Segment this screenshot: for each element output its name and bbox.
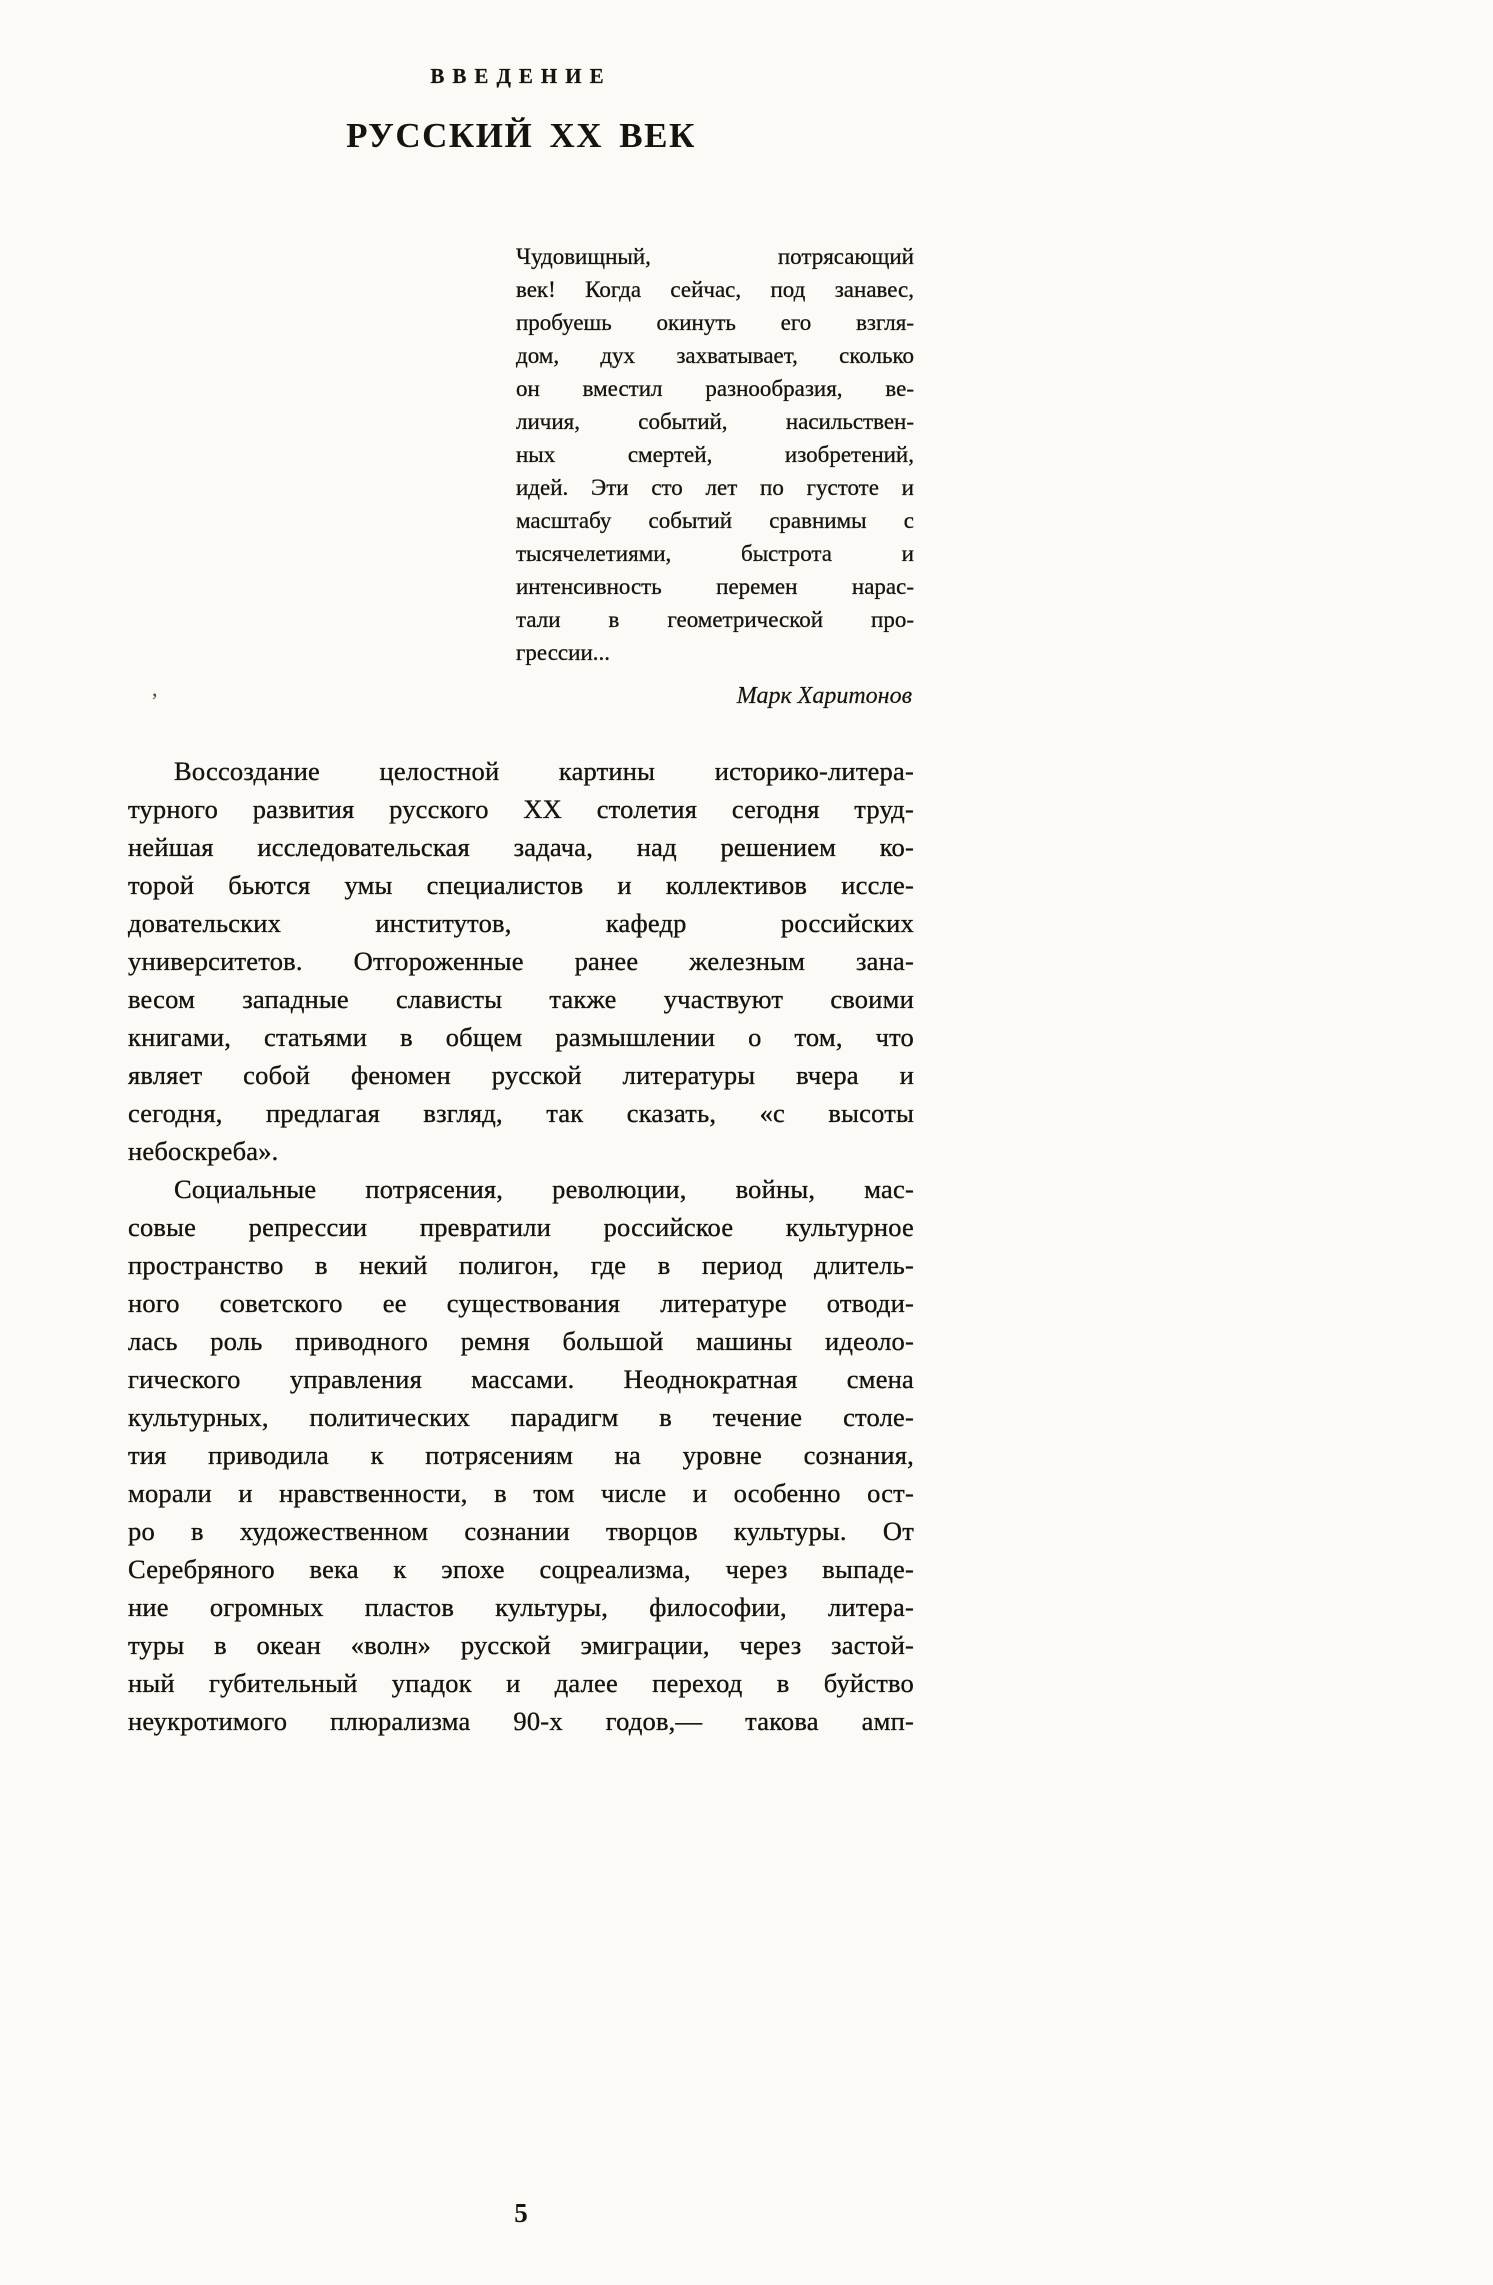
body-line: Воссоздание целостной картины историко-литера-: [174, 756, 914, 786]
epigraph-line: личия, событий, насильствен-: [516, 409, 914, 434]
body-line: Социальные потрясения, революции, войны, мас-: [174, 1174, 914, 1204]
epigraph-text: [516, 240, 914, 669]
epigraph: [516, 240, 914, 710]
body-line: турного развития русского XX столетия сегодня труд-: [128, 794, 914, 824]
body-line: Серебряного века к эпохе соцреализма, через выпаде-: [128, 1554, 914, 1584]
body-line: сегодня, предлагая взгляд, так сказать, «с высоты: [128, 1098, 914, 1128]
body-line: пространство в некий полигон, где в период длитель-: [128, 1250, 914, 1280]
epigraph-line: пробуешь окинуть его взгля-: [516, 310, 914, 335]
body-line: туры в океан «волн» русской эмиграции, через застой-: [128, 1630, 914, 1660]
epigraph-line: масштабу событий сравнимы с: [516, 508, 914, 533]
body-line: ние огромных пластов культуры, философии, литера-: [128, 1592, 914, 1622]
scan-artifact-mark: ,: [152, 676, 158, 701]
body-line: весом западные слависты также участвуют своими: [128, 984, 914, 1014]
body-line: небоскреба».: [128, 1136, 279, 1166]
body-line: гического управления массами. Неоднократная смена: [128, 1364, 914, 1394]
body-line: университетов. Отгороженные ранее железным зана-: [128, 946, 914, 976]
body-line: торой бьются умы специалистов и коллективов иссле-: [128, 870, 914, 900]
chapter-title: РУССКИЙ XX ВЕК: [346, 116, 696, 155]
epigraph-line: дом, дух захватывает, сколько: [516, 343, 914, 368]
body-line: нейшая исследовательская задача, над решением ко-: [128, 832, 914, 862]
body-line: тия приводила к потрясениям на уровне сознания,: [128, 1440, 914, 1470]
epigraph-line: он вместил разнообразия, ве-: [516, 376, 914, 401]
epigraph-line: интенсивность перемен нарас-: [516, 574, 914, 599]
body-line: являет собой феномен русской литературы вчера и: [128, 1060, 914, 1090]
epigraph-line: тали в геометрической про-: [516, 607, 914, 632]
body-line: ный губительный упадок и далее переход в буйство: [128, 1668, 914, 1698]
section-heading: ВВЕДЕНИЕ: [430, 64, 612, 88]
body-line: совые репрессии превратили российское культурное: [128, 1212, 914, 1242]
body-line: культурных, политических парадигм в течение столе-: [128, 1402, 914, 1432]
epigraph-line: грессии...: [516, 640, 610, 665]
body-paragraph: [128, 752, 914, 1170]
epigraph-line: идей. Эти сто лет по густоте и: [516, 475, 914, 500]
epigraph-line: Чудовищный, потрясающий: [516, 244, 914, 269]
epigraph-line: тысячелетиями, быстрота и: [516, 541, 914, 566]
body-line: довательских институтов, кафедр российских: [128, 908, 914, 938]
text-column: [128, 0, 914, 2285]
body-line: лась роль приводного ремня большой машины идеоло-: [128, 1326, 914, 1356]
body-line: книгами, статьями в общем размышлении о том, что: [128, 1022, 914, 1052]
epigraph-line: ных смертей, изобретений,: [516, 442, 914, 467]
body-line: морали и нравственности, в том числе и особенно ост-: [128, 1478, 914, 1508]
body-line: неукротимого плюрализма 90-х годов,— такова амп-: [128, 1706, 914, 1736]
page-number: 5: [514, 2198, 528, 2228]
epigraph-attribution: Марк Харитонов: [736, 683, 912, 709]
body-line: ного советского ее существования литературе отводи-: [128, 1288, 914, 1318]
epigraph-line: век! Когда сейчас, под занавес,: [516, 277, 914, 302]
body-paragraph: [128, 1170, 914, 1740]
body-line: ро в художественном сознании творцов культуры. От: [128, 1516, 914, 1546]
